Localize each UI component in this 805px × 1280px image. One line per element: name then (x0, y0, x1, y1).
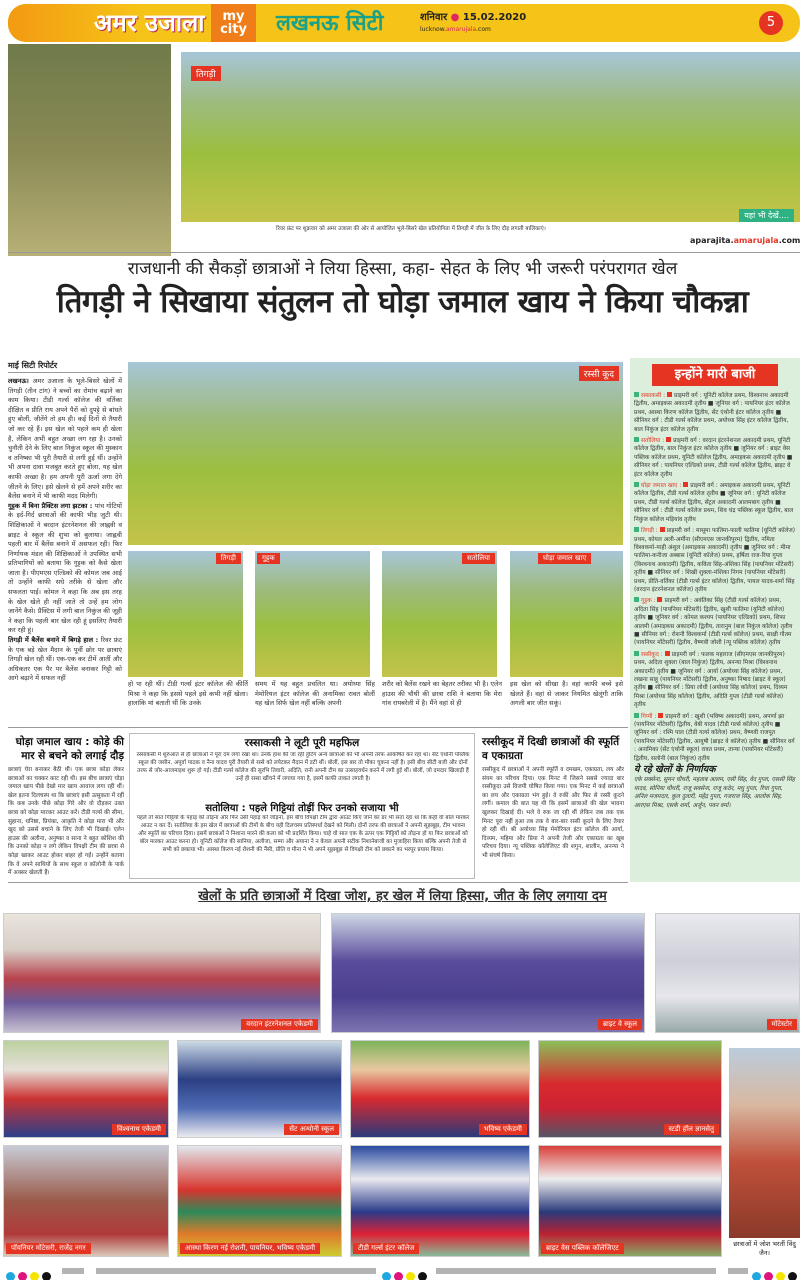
photo-caption-tag: ब्राइट वेस पब्लिक कॉलेजिएट (541, 1243, 624, 1254)
winner-entry (634, 651, 796, 710)
gallery-photo (3, 1145, 169, 1257)
winner-entry (634, 713, 796, 763)
issue-date (420, 9, 526, 23)
color-bar (96, 1268, 376, 1274)
gallery-photo (3, 1040, 169, 1138)
registration-marks-left (6, 1266, 54, 1276)
bullet-icon (683, 482, 688, 487)
game-name: तिगड़ी : (641, 528, 658, 535)
url-brand: amarujala (445, 26, 477, 33)
photo-caption-tag: वरदान इंटरनेशनल एकेडमी (241, 1019, 318, 1030)
winner-entry (634, 597, 796, 647)
game-name: रस्साकसी : (641, 393, 666, 399)
page-number: 5 (759, 11, 783, 35)
satoliya-subhead: सतोलिया : पहले गिट्टियां तोड़ीं फिर उनको सजाया भी (205, 803, 399, 814)
rassikood-text: रस्सीकूद में छात्राओं ने अपनी स्फूर्ति व दमखम, एकाग्रता, लय और संयम का परिचय दिया। एक मिनट में जिसने सबसे ज्यादा बार रस्सीकूदा उसे विजयी घोषित किया गया। एक मिनट में कई छात्राओं का लय और एकाग्रता भंग हुई। वे रुकीं और फिर से रस्सी कूदने लगीं। कमाल की बात यह थी कि इसमें छात्राओं की खेल भावना खुलकर दिखाई दी। भले वे रुक जा रही थीं लेकिन जब तक एक मिनट पूरा नहीं हुआ तब तक वे बार-बार रस्सी कूदने के लिए तैयार हो रही थीं। श्री अयोध्या सिंह मेमोरियल इंटर कॉलेज की आर्या, दिव्यम, महिमा और प्रिया ने अपनी तेजी और एकाग्रता का खूब परिचय दिया। न्यू पब्लिक कॉलेजिएट की शगुन, शालीन, अनन्या ने भी संघर्ष किया। (482, 767, 624, 859)
masthead-url[interactable] (420, 26, 491, 33)
mycity-badge: my city (211, 4, 256, 42)
bullet-icon: ● (450, 12, 460, 23)
url-prefix: lucknow. (420, 26, 446, 33)
dateline: लखनऊ। (8, 377, 29, 385)
photo-caption-tag: पॉयनियर मोंटेसरी, राजेंद्र नगर (6, 1243, 91, 1254)
gallery-heading: खेलों के प्रति छात्राओं में दिखा जोश, हर खेल में लिया हिस्सा, जीत के लिए लगाया दम (198, 889, 607, 904)
winner-entry (634, 392, 796, 434)
aparajita-link[interactable] (690, 236, 800, 245)
sub-photo-tigdi (128, 551, 243, 677)
winners-list (634, 392, 796, 810)
cyan-dot-icon (6, 1272, 15, 1280)
gallery-photo (350, 1040, 530, 1138)
gallery-photo (177, 1040, 342, 1138)
photo-tag: तिगड़ी (191, 66, 221, 81)
see-also-badge[interactable]: यहां भी देखें.... (739, 209, 794, 222)
color-bar (62, 1268, 84, 1274)
magenta-dot-icon (764, 1272, 773, 1280)
gallery-photo (538, 1145, 722, 1257)
rassakashi-headline: रस्साकसी ने लूटी पूरी महफिल (244, 737, 360, 749)
winner-text: प्राइमरी वर्ग : यूनिटी कॉलेज प्रथम, विश्वनाथ अकादमी द्वितीय, अमाइकस अकादमी तृतीय ■ जूनियर वर्ग : पायनियर इंटर कॉलेज प्रथम, आस्था किरण कॉलेज द्वितीय, सेंट एंथोनी इंटर कॉलेज तृतीय ■ सीनियर वर्ग : टीडी गर्ल्स कॉलेज प्रथम, अयोध्या सिंह इंटर कॉलेज द्वितीय, बाल निकुंज इंटर कॉलेज तृतीय (634, 393, 790, 433)
story-column-1 (8, 377, 122, 727)
sub-photo-guttak (255, 551, 370, 677)
divider (8, 727, 628, 728)
photo-caption-tag: टीडी गर्ल्स इंटर कॉलेज (353, 1243, 419, 1254)
ghoda-text: छात्राएं घेरा बनाकर बैठी थीं। एक छात्रा कोड़ा लेकर छात्राओं का चक्कर काट रही थी। इस बीच छात्राएं घोड़ा जमाल खाय पीछे देखो मार खाय आवाज लगा रही थीं। खेल इतना दिलचस्प था कि छात्राएं इसी उत्सुकता में रहीं कि कब उनके पीछे कोड़ा गिरे और वो दौड़कर उक्त छात्रा को कोड़ा मारकर आउट करें। टीडी गर्ल्स की सीमा, सुहाना, धनिष्ठा, प्रियंका, आकृति ने कोड़ा मारा भी और खुद को उससे बचाने के लिए तेजी भी दिखाई। एलेन हाउस की अलीना, अनुष्का व साना ने बहुत कोशिश की कि उनको कोड़ा न लगे लेकिन विपक्षी टीम की छात्रा से कोड़ा खाकर आउट होकर बाहर हो गईं। उन्होंने बताया कि वे अपने साथियों के साथ स्कूल व कॉलोनी के पार्क में अक्सर खेलती हैं। (8, 767, 124, 877)
bullet-icon (634, 651, 639, 656)
photo-tag: तिगड़ी (216, 553, 241, 564)
bullet-icon (634, 437, 639, 442)
photo-caption-tag: ब्राइट वे स्कूल (598, 1019, 642, 1030)
color-bar (436, 1268, 716, 1274)
byline: माई सिटी रिपोर्टर (8, 361, 58, 370)
bullet-icon (634, 597, 639, 602)
site-suffix: .com (778, 236, 801, 245)
registration-marks-center (382, 1266, 430, 1276)
bullet-icon (667, 392, 672, 397)
divider (8, 882, 628, 883)
photo-caption-tag: स्टडी हॉल ज्ञानसेतु (664, 1124, 719, 1135)
tigdi-race-photo (181, 52, 800, 222)
bullet-icon (658, 713, 663, 718)
judges-list: एके सक्सेना, सुमन चौधरी, महताब आलम, एसी सिंह, वेद गुप्ता, एससी सिंह यादव, सोनिया चौधरी, राजू सक्सेना, राजू कठेर, मधु गुप्ता, रिचा गुप्ता, अनिल मजमदार, कुल दुलारी, महेंद्र गुप्ता, गजराज सिंह, आलोक सिंह, आरएस मिश्रा, एसके शर्मा, अर्जुन, पवन वर्मा। (634, 777, 795, 809)
winner-text: प्राइमरी वर्ग : मासूमा फातिमा-फाली फातिमा (यूनिटी कॉलेज) प्रथम, कोयल अली-अर्मीना (सीएमएस जानकीपुरम) द्वितीय, नमिता विश्वकर्मा-माही अंशुल (अमाइकस अकादमी) तृतीय ■ जूनियर वर्ग : मीमा फातिमा-कनीजा अब्बास (यूनिटी कॉलेज) प्रथम, हर्षिता राज-रिया गुप्ता (विश्वनाथ अकादमी) द्वितीय, कविता सिंह-अंशिका सिंह (पायनियर मोंटेसरी) तृतीय ■ सीनियर वर्ग : शिखी शुक्ला-मंशिका निगम (पायनियर मोंटेसरी) प्रथम, प्रीति-वर्तिका (टीडी गर्ल्स इंटर कॉलेज) द्वितीय, पायल यादव-शर्मा सिंह (वरदान इंटरनेशनल कॉलेज) तृतीय (634, 528, 796, 593)
photo-caption-tag: सेंट अन्थोनी स्कूल (284, 1124, 339, 1135)
photo-caption: रिवर फ्रंट पर शुक्रवार को अमर उजाला की ओर से आयोजित भूले-बिसरे खेल प्रतियोगिता में तिगड़ी में जीत के लिए दौड़ लगाती बालिकाएं। (276, 226, 546, 232)
bullet-icon (634, 482, 639, 487)
story-column-4: शरीर को बैलेंस रखने का बेहतर तरीका भी है। एलेन हाउस की चौथी की छात्रा राशि ने बताया कि मेरा गांव रायबरेली में है। मैंने वहां से ही (382, 680, 502, 708)
winner-entry (634, 527, 796, 594)
story-paragraph: रिवर फ्रंट के एक बड़े खेल मैदान के पूर्वी छोर पर छात्राएं तिगड़ी खेल रही थीं। एक-एक कर टीमें आतीं और अधिकतर एक पैर पर बैलेंस बनाकर गिट्टी को आगे बढ़ाने में सफल नहीं (8, 636, 122, 683)
story-subhead: गुट्टक में बिना प्रैक्टिस लगा झटका : (8, 501, 93, 510)
winner-text: प्राइमरी वर्ग : फलक महाराज (सीएमएस जानकीपुरम) प्रथम, अदिता शुक्ला (बाल निकुंज) द्वितीय, अनन्या मिश्रा (विश्वनाथ अकादमी) तृतीय ■ जूनियर वर्ग : आर्या (अयोध्या सिंह कॉलेज) प्रथम, लखना साहू (पायनियर मोंटेसरी) द्वितीय, अनुष्का निषाद (ब्राइट वे स्कूल) तृतीय ■ सीनियर वर्ग : प्रिया लोधी (अयोध्या सिंह कॉलेज) प्रथम, दिव्यम मिश्रा (अयोध्या सिंह कॉलेज) द्वितीय, अदिति गुप्ता (टीडी गर्ल्स कॉलेज) तृतीय (634, 651, 788, 709)
gallery-photo (538, 1040, 722, 1138)
magenta-dot-icon (18, 1272, 27, 1280)
byline-rule (8, 372, 122, 373)
bullet-icon (634, 392, 639, 397)
game-name: गुट्टक : (641, 598, 656, 605)
game-name: सतोलिया : (641, 438, 665, 445)
winner-text: प्राइमरी वर्ग : अवंतिका सिंह (टीडी गर्ल्स कॉलेज) प्रथम, अदिता सिंह (पायनियर मोंटेसरी) द्वितीय, खुशी फातिमा (यूनिटी कॉलेज) तृतीय ■ जूनियर वर्ग : कोमल कश्यप (पायनियर एल्डिको) प्रथम, शिफा आलमी (अमाइकस अकादमी) द्वितीय, तारानुम (बाल निकुंज कॉलेज) तृतीय ■ सीनियर वर्ग : रोशनी विश्वकर्मा (टीडी गर्ल्स कॉलेज) प्रथम, साक्षी गौतम (पायनियर मोंटेसरी) द्वितीय, वैष्णवी जोशी (न्यू पब्लिक कॉलेज) तृतीय (634, 598, 793, 647)
gallery-photo (350, 1145, 530, 1257)
bullet-icon (660, 527, 665, 532)
gallery-photo (177, 1145, 342, 1257)
winners-title: इन्होंने मारी बाजी (652, 364, 778, 386)
game-name: गिप्पी : (641, 713, 657, 720)
story-column-5: इस खेल को सीखा है। वहां काफी बच्चे इसे खेलते हैं। वहां से जाकर नियमित खेलूंगी ताकि अगली बार जीत सकूं। (510, 680, 623, 708)
sub-photo-satoliya (382, 551, 497, 677)
masthead (8, 4, 800, 42)
gallery-photo (331, 913, 645, 1033)
registration-marks-right (752, 1266, 797, 1276)
bullet-icon (666, 437, 671, 442)
photo-tag: घोड़ा जमाल खाए (538, 553, 591, 564)
yellow-dot-icon (406, 1272, 415, 1280)
judges-title: ये रहे खेलों के निर्णायक (634, 764, 716, 776)
story-paragraph: अमर उजाला के भूले-बिसरे खेलों में तिगड़ी (तीन टांग) ने बच्चों का रोमांच बढ़ाने का काम किया। टीडी गर्ल्स कॉलेज की वर्तिका दीक्षित व प्रीति राय अपने पैरों को दुपट्टे से बांधते हुए बोलीं, जीतेंगे तो हम ही। कई दिनों से तैयारी जो कर रहे हैं। इस खेल को पहले कम ही खेला है, लेकिन अभी बहुत अच्छा लग रहा है। उनको चुनौती देने के लिए बाल निकुंज स्कूल की मुस्कान व तनिष्का भी पूरी तैयारी से लगी हुई थीं। उन्होंने भी अपना दावा मजबूत करते हुए बोला, यह खेल काफी अच्छा है। हम अपनी पूरी ऊर्जा लगा देंगे जीतने के लिए। इसे खेलने से हमें अपने शरीर का बैलेंस बनाने में भी काफी मदद मिलेगी। (8, 377, 122, 501)
winner-entry (634, 482, 796, 524)
story-paragraph: पांच गोटियों के इर्द-गिर्द छात्राओं की काफी भीड़ जुटी थी। शिक्षिकाओं ने बरदान इंटरनेशनल की जाह्नवी व ब्राइट वे स्कूल की शुभा को बुलाया। जाह्नवी पहली बार में बैलेंस बनाने में असफल रही। फिर निर्णायक मंडल की शिक्षिकाओं ने उपस्थित सभी प्रतिभागियों को बताया कि गुट्टक को कैसे खेला जाता है। पीएमएस एल्डिको की कोमल जब आई तो उन्होंने काफी सधे तरीके से खेला और सफलता पाई। कोमल ने कहा कि अब इस तरह के खेल खेले ही नहीं जाते तो उन्हें हम लोग जानेंगे कैसे। प्रैक्टिस में लगी बाल निकुंज की जूही ने कहा कि पहली बार खेल रही हूं इसलिए तैयारी कर रही हूं। (8, 501, 122, 635)
city-edition: लखनऊ सिटी (276, 11, 384, 36)
story-subhead: तिगड़ी में बैलेंस बनाने में बिगड़े हाल : (8, 636, 99, 645)
photo-caption-tag: विश्वनाथ एकेडमी (112, 1124, 166, 1135)
photo-tag: रस्सी कूद (579, 366, 619, 381)
photo-caption-tag: आस्था किरण नई रोशनी, पायनियर, भविष्य एकेडमी (180, 1243, 320, 1254)
portrait-photo (729, 1048, 800, 1238)
satoliya-text: पहले तो सात गिट्टियों के पहाड़ को तोड़ना और फिर उसी पहाड़ को जोड़ना, इस बीच विपक्षी टीम द्वारा आउट किए जाने का डर भी सता रहा था कि कहीं वो बॉल मारकर आउट न कर दें। सतोलिया के इस खेल में छात्राओं की टीमों के बीच यही दिलचस्प प्रतिस्पर्धा देखने को मिली। दोनों तरफ की छात्राओं ने अपनी सूझबूझ, टीम भावना और स्फूर्ति का परिचय दिया। इसमें छात्राओं ने निशाना मारने की कला को भी प्रदर्शित किया। चाहे वो सात एक के ऊपर एक गिट्टियों को तोड़ना हो या फिर छात्राओं को बॉल मारकर आउट करना हो। यूनिटी कॉलेज की सानिया, अलीजा, सम्मा और अयाना ने न केवल अपनी सटीक निशानेबाजी का मुजाहिरा किया बल्कि अपनी तेजी से सभी को छकाया भी। आस्था किरण नई रोशनी की नैंसी, प्रीति व मीना ने भी अपने सूझबूझ से विपक्षी टीम को छकाने का भरपूर प्रयास किया। (136, 815, 470, 853)
story-kicker: राजधानी की सैकड़ों छात्राओं ने लिया हिस्सा, कहा- सेहत के लिए भी जरूरी परंपरागत खेल (127, 259, 678, 279)
cyan-dot-icon (752, 1272, 761, 1280)
rassakashi-text: रस्साकसी में शुरुआत से ही छात्राओं ने पूरा दम लगा रखा था। उनके हाथ की जा रही हुंटिंग अन्य छात्राओं को भी अपनी तरफ आकर्षित कर रहा था। सेंट एंथोनी पब्लिक स्कूल की जसीन, अपूर्वा पाठक व नैना यादव पूरी तैयारी से रस्से को लपेटकर मैदान में डटी थीं। बोलीं, इस बार तो मौका चूकना नहीं है। इसी बीच सीटी बजी और दोनों तरफ से जोर-आजमाइश शुरू हो गई। टीडी गर्ल्स कॉलेज की सुरभि तिवारी, अदिति, रानी अपनी टीम का उत्साहवर्धन करने में लगी हुई थीं। बोलीं, जो दमदार खिलाड़ी हैं उन्हें ही रस्सा खींचने में लगाया गया है, इसमें काफी ताकत लगती है। (136, 752, 470, 782)
site-brand: amarujala (733, 236, 779, 245)
portrait-caption: छात्राओं में जोश भरतीं विंदु जैन। (733, 1240, 796, 1257)
sub-photo-ghoda-jamal-khaye (510, 551, 623, 677)
issue-date-value: 15.02.2020 (462, 12, 527, 23)
bullet-icon (665, 651, 670, 656)
bullet-icon (657, 597, 662, 602)
girls-running-photo (8, 44, 171, 256)
winner-text: प्राइमरी वर्ग : वरदान इंटरनेशनल अकादमी प्रथम, यूनिटी कॉलेज द्वितीय, बाल निकुंज इंटर कॉलेज तृतीय ■ जूनियर वर्ग : ब्राइट वेस पब्लिक कॉलेज प्रथम, यूनिटी कॉलेज द्वितीय, अमाइकस अकादमी तृतीय ■ सीनियर वर्ग : पायनियर एल्डिको प्रथम, टीडी गर्ल्स कॉलेज द्वितीय, ब्राइट वे इंटर कॉलेज तृतीय (634, 438, 793, 478)
bullet-icon (634, 713, 639, 718)
winner-text: प्राइमरी वर्ग : अमाइकस अकादमी प्रथम, यूनिटी कॉलेज द्वितीय, टीडी गर्ल्स कॉलेज तृतीय ■ जूनियर वर्ग : यूनिटी कॉलेज प्रथम, टीडी गर्ल्स कॉलेज द्वितीय, सेंट्रल अकादमी आलमबाग तृतीय ■ सीनियर वर्ग : टीडी गर्ल्स कॉलेज प्रथम, शिव चंद्र पब्लिक स्कूल द्वितीय, बाल निकुंज कॉलेज मड़ियांव तृतीय (634, 483, 794, 523)
black-dot-icon (418, 1272, 427, 1280)
winner-entry (634, 437, 796, 479)
black-dot-icon (42, 1272, 51, 1280)
photo-caption-tag: मोंटेस्टोर (767, 1019, 797, 1030)
ghoda-headline: घोड़ा जमाल खाय : कोड़े की मार से बचने को लगाई दौड़ (15, 736, 124, 762)
photo-tag: सतोलिया (462, 553, 495, 564)
winners-box (630, 358, 800, 882)
yellow-dot-icon (776, 1272, 785, 1280)
game-name: घोड़ा जमाल खाए : (641, 483, 682, 490)
story-column-3: समय में यह बहुत प्रचलित था। अयोध्या सिंह मेमोरियल इंटर कॉलेज की अनामिका रावत बोलीं यह खेल सिर्फ खेल नहीं बल्कि अपनी (255, 680, 375, 708)
skipping-rope-photo (128, 362, 623, 545)
url-suffix: .com (476, 26, 491, 33)
story-headline: तिगड़ी ने सिखाया संतुलन तो घोड़ा जमाल खाय ने किया चौकन्ना (56, 284, 749, 320)
game-name: रस्सीकूद : (641, 651, 663, 658)
paper-name: अमर उजाला (94, 9, 205, 37)
color-bar (728, 1268, 748, 1274)
magenta-dot-icon (394, 1272, 403, 1280)
cyan-dot-icon (382, 1272, 391, 1280)
divider (8, 252, 800, 253)
gallery-photo (3, 913, 321, 1033)
issue-day: शनिवार (420, 12, 448, 23)
gallery-photo (655, 913, 800, 1033)
photo-caption-tag: भविष्य एकेडमी (479, 1124, 527, 1135)
black-dot-icon (788, 1272, 797, 1280)
site-prefix: aparajita. (690, 236, 734, 245)
photo-tag: गुट्टक (257, 553, 280, 564)
rassikood-headline: रस्सीकूद में दिखी छात्राओं की स्फूर्ति व एकाग्रता (482, 736, 620, 762)
bullet-icon (634, 527, 639, 532)
winner-text: प्राइमरी वर्ग : खुशी (भविष्य अकादमी) प्रथम, अपर्णा झा (पायनियर मोंटेसरी) द्वितीय, वेबी यादव (टीडी गर्ल्स कॉलेज) तृतीय ■ जूनियर वर्ग : रश्मि पाल (टीडी गर्ल्स कॉलेज) प्रथम, वैष्णवी राजपूत (पायनियर मोंटेसरी) द्वितीय, आयुषी (ब्राइट वे कॉलेज) तृतीय ■ सीनियर वर्ग : अनामिका (सेंट एंथोनी स्कूल) रावत प्रथम, तान्या (पायनियर मोंटेसरी) द्वितीय, सलोनी (बाल निकुंज) तृतीय (634, 713, 795, 762)
yellow-dot-icon (30, 1272, 39, 1280)
story-column-2: हो पा रही थीं। टीडी गर्ल्स इंटर कॉलेज की कीर्ति मिश्रा ने कहा कि इससे पहले इसे कभी नहीं खेला। हालांकि मां बताती थीं कि उनके (128, 680, 248, 708)
